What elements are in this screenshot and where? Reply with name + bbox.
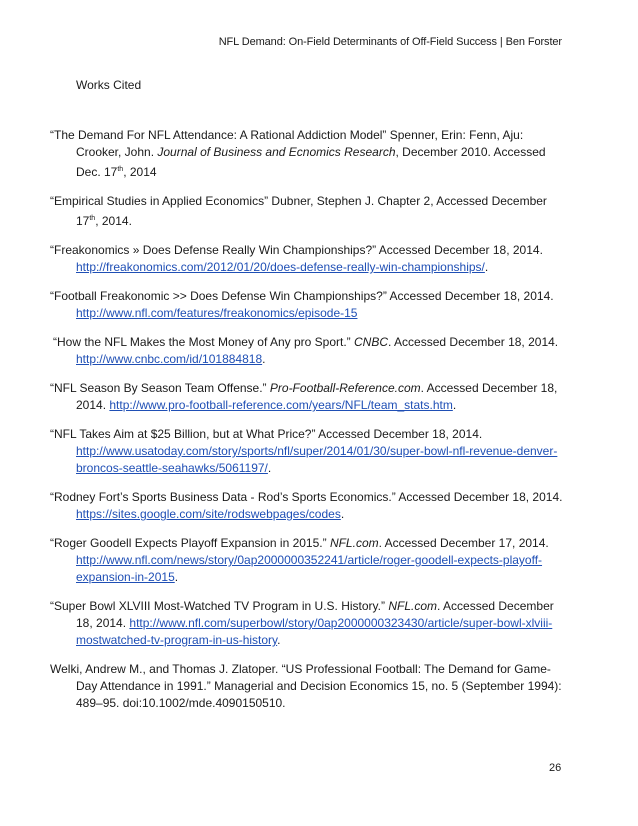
- reference-link[interactable]: https://sites.google.com/site/rodswebpages/codes: [76, 507, 341, 521]
- reference-link[interactable]: http://www.cnbc.com/id/101884818: [76, 352, 263, 366]
- reference-link[interactable]: http://www.nfl.com/features/freakonomics/episode-15: [76, 306, 358, 320]
- reference-item: Welki, Andrew M., and Thomas J. Zlatoper. “US Professional Football: The Demand for Game-Day Attendance in 1991.” Managerial and Decision Economics 15, no. 5 (September 1994): 489–95. doi:10.1002/mde.4090150510.: [50, 662, 562, 710]
- reference-link[interactable]: http://www.nfl.com/news/story/0ap2000000352241/article/roger-goodell-expects-playoff-expansion-in-2015: [76, 553, 543, 584]
- reference-item: “NFL Takes Aim at $25 Billion, but at What Price?” Accessed December 18, 2014. http://www.usatoday.com/story/sports/nfl/super/2014/01/30/super-bowl-nfl-revenue-denver-broncos-seattle-seahawks/5061197/.: [50, 427, 558, 475]
- reference-link[interactable]: http://www.nfl.com/superbowl/story/0ap2000000323430/article/super-bowl-xlviii-mostwatched-tv-program-in-us-history: [76, 616, 553, 647]
- reference-item: “Super Bowl XLVIII Most-Watched TV Program in U.S. History.” NFL.com. Accessed December 18, 2014. http://www.nfl.com/superbowl/story/0ap2000000323430/article/super-bowl-xlviii-mostwatched-tv-program-in-us-history.: [50, 599, 554, 647]
- reference-item: “Freakonomics » Does Defense Really Win Championships?” Accessed December 18, 2014. http://freakonomics.com/2012/01/20/does-defense-really-win-championships/.: [50, 243, 543, 274]
- reference-item: “NFL Season By Season Team Offense.” Pro-Football-Reference.com. Accessed December 18, 2014. http://www.pro-football-reference.com/years/NFL/team_stats.htm.: [50, 381, 558, 412]
- reference-item: “Empirical Studies in Applied Economics” Dubner, Stephen J. Chapter 2, Accessed December 17th, 2014.: [50, 194, 547, 228]
- reference-link[interactable]: http://www.pro-football-reference.com/years/NFL/team_stats.htm: [109, 398, 453, 412]
- reference-item: “Roger Goodell Expects Playoff Expansion in 2015.” NFL.com. Accessed December 17, 2014. http://www.nfl.com/news/story/0ap2000000352241/article/roger-goodell-expects-playoff-expansion-in-2015.: [50, 536, 549, 584]
- reference-item: “Football Freakonomic >> Does Defense Win Championships?” Accessed December 18, 2014. http://www.nfl.com/features/freakonomics/episode-15: [50, 289, 554, 320]
- works-cited-heading: Works Cited: [76, 78, 142, 92]
- reference-list: [50, 127, 570, 724]
- reference-item: “Rodney Fort’s Sports Business Data - Rod’s Sports Economics.” Accessed December 18, 2014. https://sites.google.com/site/rodswebpages/codes.: [50, 490, 563, 521]
- running-header: NFL Demand: On-Field Determinants of Off-Field Success | Ben Forster: [218, 36, 562, 48]
- reference-link[interactable]: http://www.usatoday.com/story/sports/nfl/super/2014/01/30/super-bowl-nfl-revenue-denver-broncos-seattle-seahawks/5061197/: [76, 444, 558, 475]
- page-number: 26: [549, 762, 562, 774]
- reference-link[interactable]: http://freakonomics.com/2012/01/20/does-defense-really-win-championships/: [76, 260, 485, 274]
- reference-item: “The Demand For NFL Attendance: A Rational Addiction Model” Spenner, Erin: Fenn, Aju: Crooker, John. Journal of Business and Ecnomics Research, December 2010. Accessed Dec. 17th, 2014: [50, 128, 546, 179]
- reference-item: “How the NFL Makes the Most Money of Any pro Sport.” CNBC. Accessed December 18, 2014. http://www.cnbc.com/id/101884818.: [53, 335, 559, 366]
